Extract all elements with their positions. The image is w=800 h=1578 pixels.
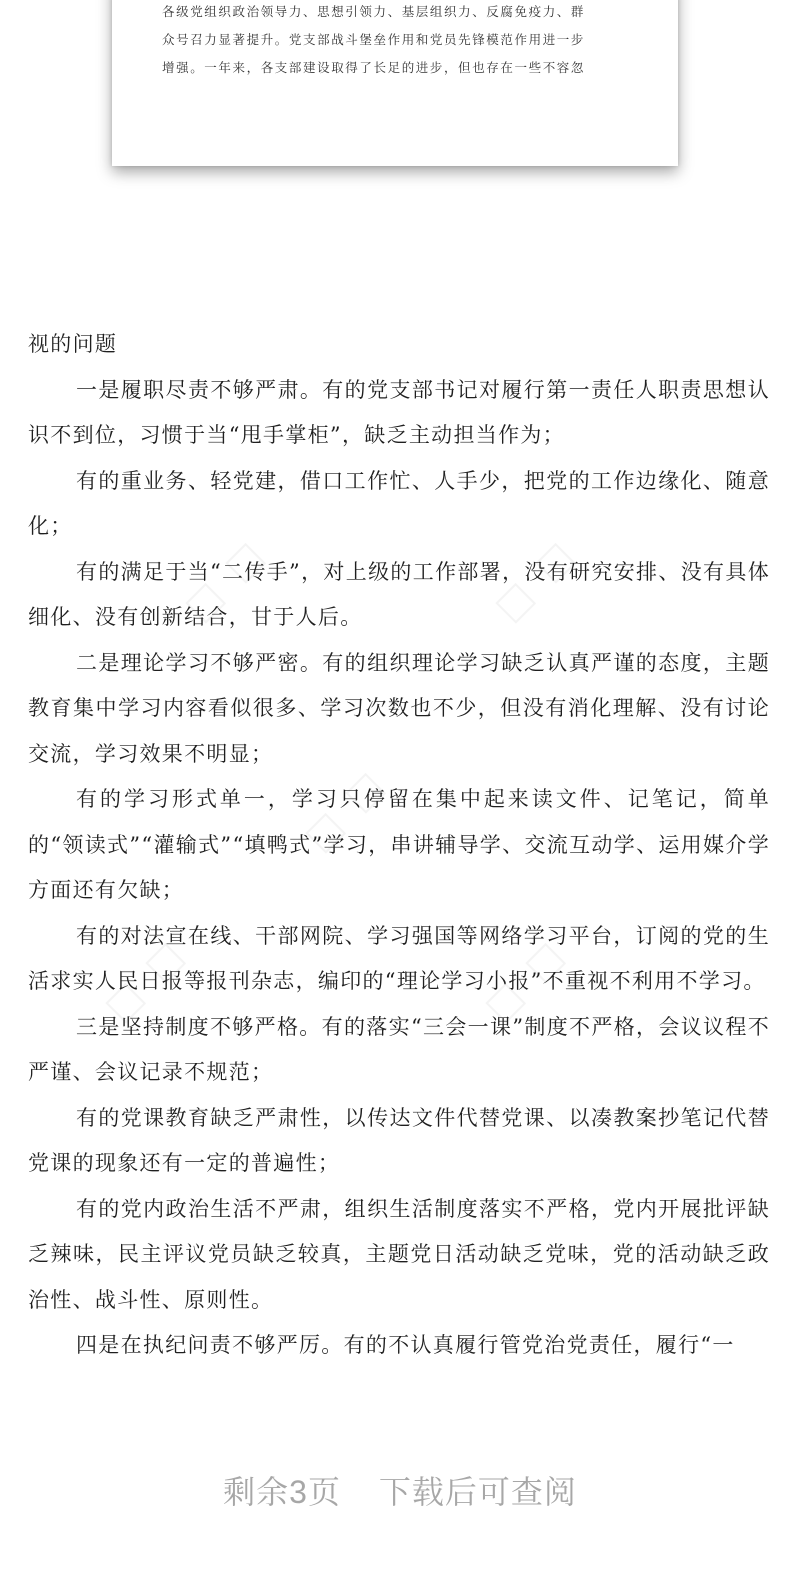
paragraph: 有的重业务、轻党建，借口工作忙、人手少，把党的工作边缘化、随意化； xyxy=(28,468,770,538)
paragraph: 有的党课教育缺乏严肃性，以传达文件代替党课、以凑教案抄笔记代替党课的现象还有一定的普遍性； xyxy=(28,1105,770,1175)
paragraph: 有的学习形式单一，学习只停留在集中起来读文件、记笔记，简单的“领读式”“灌输式”“填鸭式”学习，串讲辅导学、交流互动学、运用媒介学方面还有欠缺； xyxy=(28,787,770,902)
paragraph: 有的党内政治生活不严肃，组织生活制度落实不严格，党内开展批评缺乏辣味，民主评议党员缺乏较真，主题党日活动缺乏党味，党的活动缺乏政治性、战斗性、原则性。 xyxy=(28,1196,770,1312)
paragraph: 一是履职尽责不够严肃。有的党支部书记对履行第一责任人职责思想认识不到位，习惯于当“甩手掌柜”，缺乏主动担当作为； xyxy=(28,377,770,447)
download-prompt[interactable] xyxy=(0,1467,800,1513)
paragraph: 视的问题 xyxy=(28,332,118,356)
preview-line: 各级党组织政治领导力、思想引领力、基层组织力、反腐免疫力、群 xyxy=(162,4,586,19)
paragraph: 有的对法宣在线、干部网院、学习强国等网络学习平台，订阅的党的生活求实人民日报等报刊杂志，编印的“理论学习小报”不重视不利用不学习。 xyxy=(28,923,770,993)
paragraph: 四是在执纪问责不够严厉。有的不认真履行管党治党责任，履行“一 xyxy=(76,1333,735,1357)
paragraph: 三是坚持制度不够严格。有的落实“三会一课”制度不严格，会议议程不严谨、会议记录不规范； xyxy=(28,1014,770,1084)
document-body xyxy=(28,322,770,1369)
paragraph: 有的满足于当“二传手”，对上级的工作部署，没有研究安排、没有具体细化、没有创新结合，甘于人后。 xyxy=(28,559,770,629)
preview-line: 增强。一年来，各支部建设取得了长足的进步，但也存在一些不容忽 xyxy=(162,60,586,75)
previous-page-preview xyxy=(112,0,678,166)
paragraph: 二是理论学习不够严密。有的组织理论学习缺乏认真严谨的态度，主题教育集中学习内容看似很多、学习次数也不少，但没有消化理解、没有讨论交流，学习效果不明显； xyxy=(28,650,770,766)
download-hint-label: 下载后可查阅 xyxy=(378,1474,577,1510)
remaining-pages-label: 剩余3页 xyxy=(223,1474,341,1510)
preview-line: 众号召力显著提升。党支部战斗堡垒作用和党员先锋模范作用进一步 xyxy=(162,32,586,47)
